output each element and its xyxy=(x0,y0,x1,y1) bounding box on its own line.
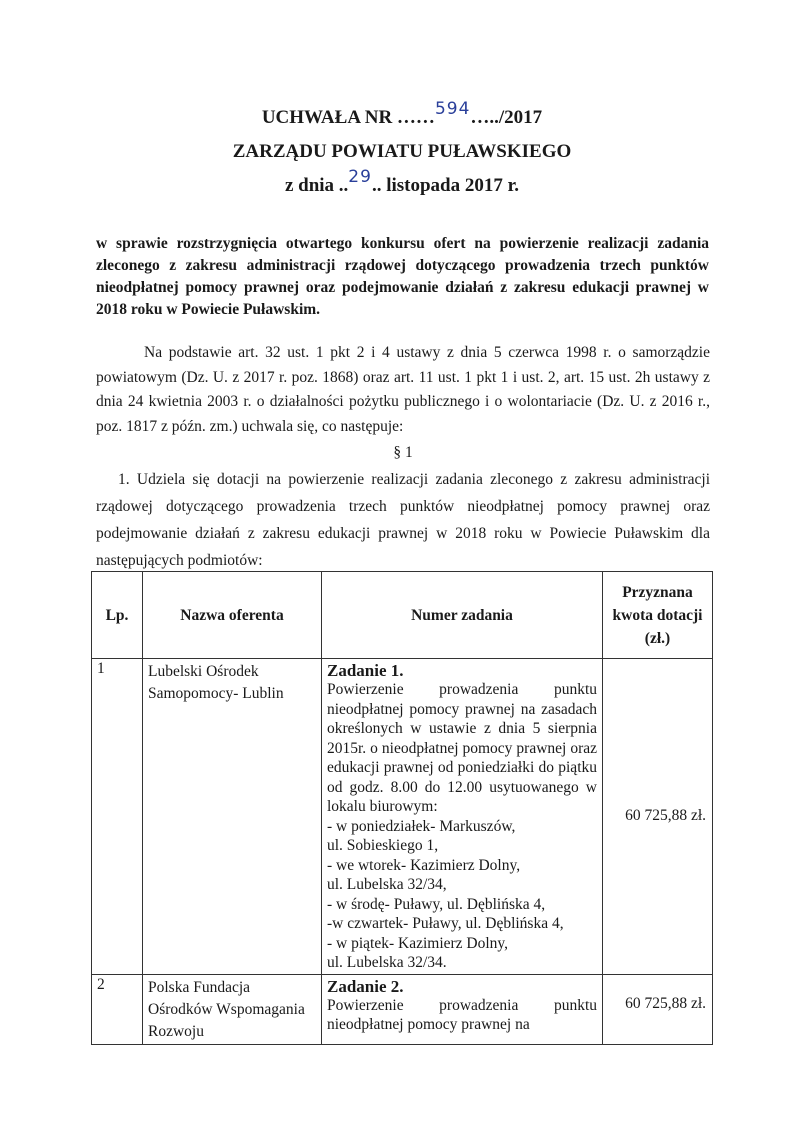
table-row xyxy=(92,659,713,975)
date-prefix: z dnia .. xyxy=(284,175,349,196)
header-task: Numer zadania xyxy=(322,572,603,659)
handwritten-resolution-number: 594 xyxy=(434,99,471,119)
location-line: ul. Lubelska 32/34. xyxy=(327,954,447,971)
resolution-date-line xyxy=(0,169,804,203)
task-title: Zadanie 1. xyxy=(327,661,404,680)
row-amount: 60 725,88 zł. xyxy=(603,974,713,1044)
row-amount: 60 725,88 zł. xyxy=(603,659,713,975)
task-description: Powierzenie prowadzenia punktu nieodpłatnej pomocy prawnej na xyxy=(327,996,597,1033)
document-body xyxy=(96,341,710,574)
row-oferent: Polska Fundacja Ośrodków Wspomagania Rozwoju xyxy=(143,974,322,1044)
location-line: - w środę- Puławy, ul. Dęblińska 4, xyxy=(327,895,546,913)
task-title: Zadanie 2. xyxy=(327,976,404,996)
legal-basis: Na podstawie art. 32 ust. 1 pkt 2 i 4 ustawy z dnia 5 czerwca 1998 r. o samorządzie powiatowym (Dz. U. z 2017 r. poz. 1868) oraz art. 11 ust. 1 pkt 1 i ust. 2, art. 15 ust. 2h ustawy z dnia 24 kwietnia 2003 r. o działalności pożytku publicznego i o wolontariacie (Dz. U. z 2016 r., poz. 1817 z późn. zm.) uchwala się, co następuje: xyxy=(96,344,710,435)
date-suffix: .. listopada 2017 r. xyxy=(371,175,520,196)
paragraph-1: 1. Udziela się dotacji na powierzenie realizacji zadania zleconego z zakresu administracji rządowej dotyczącego prowadzenia trzech punktów nieodpłatnej pomocy prawnej oraz podejmowanie działań z zakresu edukacji prawnej w 2018 roku w Powiecie Puławskim dla następujących podmiotów: xyxy=(96,470,710,569)
section-mark: § 1 xyxy=(393,444,413,461)
table-header-row xyxy=(92,572,713,659)
resolution-number-prefix: UCHWAŁA NR …… xyxy=(261,107,435,128)
row-oferent: Lubelski Ośrodek Samopomocy- Lublin xyxy=(143,659,322,975)
row-task xyxy=(322,659,603,975)
row-task xyxy=(322,974,603,1044)
document-header xyxy=(0,101,804,203)
row-lp: 1 xyxy=(92,659,143,975)
location-line: ul. Lubelska 32/34, xyxy=(327,876,447,893)
location-line: - w piątek- Kazimierz Dolny, xyxy=(327,934,509,952)
location-line: - w poniedziałek- Markuszów, xyxy=(327,817,516,835)
header-name: Nazwa oferenta xyxy=(143,572,322,659)
resolution-number-suffix: …../2017 xyxy=(470,107,543,128)
table-row xyxy=(92,974,713,1044)
task-description: Powierzenie prowadzenia punktu nieodpłatnej pomocy prawnej na zasadach określonych w ustawie z dnia 5 sierpnia 2015r. o nieodpłatnej pomocy prawnej oraz edukacji prawnej od poniedziałki do piątku od godz. 8.00 do 12.00 usytuowanego w lokalu biurowym: xyxy=(327,681,597,815)
location-line: ul. Sobieskiego 1, xyxy=(327,837,439,854)
handwritten-day: 29 xyxy=(348,167,372,187)
location-line: -w czwartek- Puławy, ul. Dęblińska 4, xyxy=(327,915,564,932)
location-line: - we wtorek- Kazimierz Dolny, xyxy=(327,856,521,874)
issuing-body: ZARZĄDU POWIATU PUŁAWSKIEGO xyxy=(232,141,572,162)
header-amount: Przyznana kwota dotacji (zł.) xyxy=(603,572,713,659)
grant-table xyxy=(91,571,713,1045)
row-lp: 2 xyxy=(92,974,143,1044)
resolution-subject: w sprawie rozstrzygnięcia otwartego konkursu ofert na powierzenie realizacji zadania zleconego z zakresu administracji rządowej dotyczącego prowadzenia trzech punktów nieodpłatnej pomocy prawnej oraz podejmowanie działań z zakresu edukacji prawnej w 2018 roku w Powiecie Puławskim. xyxy=(96,235,709,318)
resolution-number-line xyxy=(0,101,804,135)
header-lp: Lp. xyxy=(92,572,143,659)
